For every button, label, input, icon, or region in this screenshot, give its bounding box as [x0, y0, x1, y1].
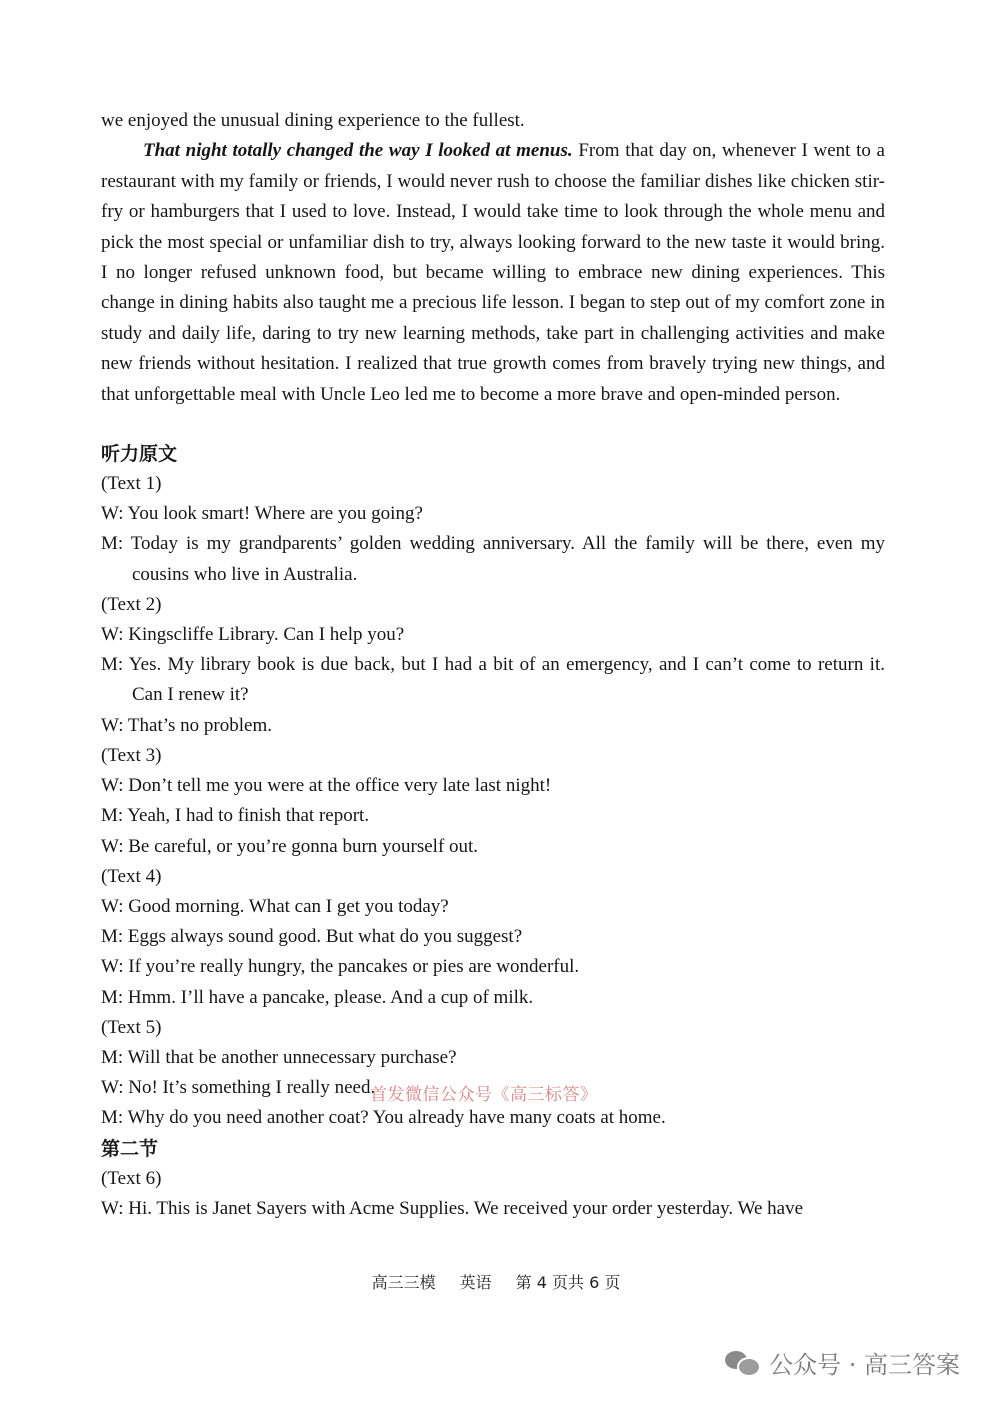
dialogue-line: W: Good morning. What can I get you today? — [101, 895, 449, 917]
wechat-icon — [725, 1347, 759, 1377]
essay-paragraph — [101, 136, 885, 410]
text-label: (Text 2) — [101, 593, 162, 615]
dialogue-line: M: Eggs always sound good. But what do you suggest? — [101, 926, 523, 948]
dialogue-line: W: Kingscliffe Library. Can I help you? — [101, 624, 405, 646]
text-label: (Text 4) — [101, 865, 162, 887]
dialogue-line: M: Today is my grandparents’ golden wedding anniversary. All the family will be there, even my cousins who live in Australia. — [101, 533, 885, 585]
dialogue-line: W: That’s no problem. — [101, 714, 272, 736]
text-label: (Text 5) — [101, 1016, 162, 1038]
page-content — [101, 106, 885, 1224]
dialogue-line: W: If you’re really hungry, the pancakes or pies are wonderful. — [101, 956, 580, 978]
paragraph-lead-sentence: That night totally changed the way I looked at menus. — [143, 140, 573, 162]
footer-subject: 英语 — [459, 1273, 492, 1292]
text-label: (Text 6) — [101, 1167, 162, 1189]
dialogue-line: W: No! It’s something I really need. — [101, 1077, 376, 1099]
footer-exam: 高三三模 — [371, 1273, 436, 1292]
text-label: (Text 1) — [101, 473, 162, 495]
section-heading: 第二节 — [101, 1137, 159, 1160]
dialogue-line: M: Hmm. I’ll have a pancake, please. And a cup of milk. — [101, 986, 534, 1008]
dialogue-line: W: Be careful, or you’re gonna burn yourself out. — [101, 835, 479, 857]
watermark-text: 首发微信公众号《高三标答》 — [370, 1085, 598, 1105]
footer-page-number: 第 4 页共 6 页 — [515, 1273, 621, 1292]
dialogue-line: M: Yeah, I had to finish that report. — [101, 805, 370, 827]
page-footer — [0, 1270, 992, 1293]
dialogue-line: M: Why do you need another coat? You already have many coats at home. — [101, 1107, 666, 1129]
paragraph-body: From that day on, whenever I went to a restaurant with my family or friends, I would never rush to choose the familiar dishes like chicken stir-fry or hamburgers that I used to love. Instead, I would take time to look through the whole menu and pick the most special or unfamiliar dish to try, always looking forward to the new taste it would bring. I no longer refused unknown food, but became willing to embrace new dining experiences. This change in dining habits also taught me a precious life lesson. I began to step out of my comfort zone in study and daily life, daring to try new learning methods, take part in challenging activities and make new friends without hesitation. I realized that true growth comes from bravely trying new things, and that unforgettable meal with Uncle Leo led me to become a more brave and open-minded person. — [101, 140, 885, 405]
section-heading: 听力原文 — [101, 443, 178, 466]
dialogue-line: M: Yes. My library book is due back, but I had a bit of an emergency, and I can’t come to return it. Can I renew it? — [101, 654, 885, 706]
essay-line: we enjoyed the unusual dining experience to the fullest. — [101, 110, 525, 131]
brand-badge — [725, 1344, 960, 1380]
dialogue-line: M: Will that be another unnecessary purchase? — [101, 1046, 457, 1068]
text-label: (Text 3) — [101, 744, 162, 766]
dialogue-line: W: Don’t tell me you were at the office very late last night! — [101, 775, 552, 797]
dialogue-line: W: Hi. This is Janet Sayers with Acme Supplies. We received your order yesterday. We have — [101, 1197, 804, 1219]
brand-label: 公众号 · 高三答案 — [769, 1350, 960, 1379]
dialogue-line: W: You look smart! Where are you going? — [101, 503, 423, 525]
